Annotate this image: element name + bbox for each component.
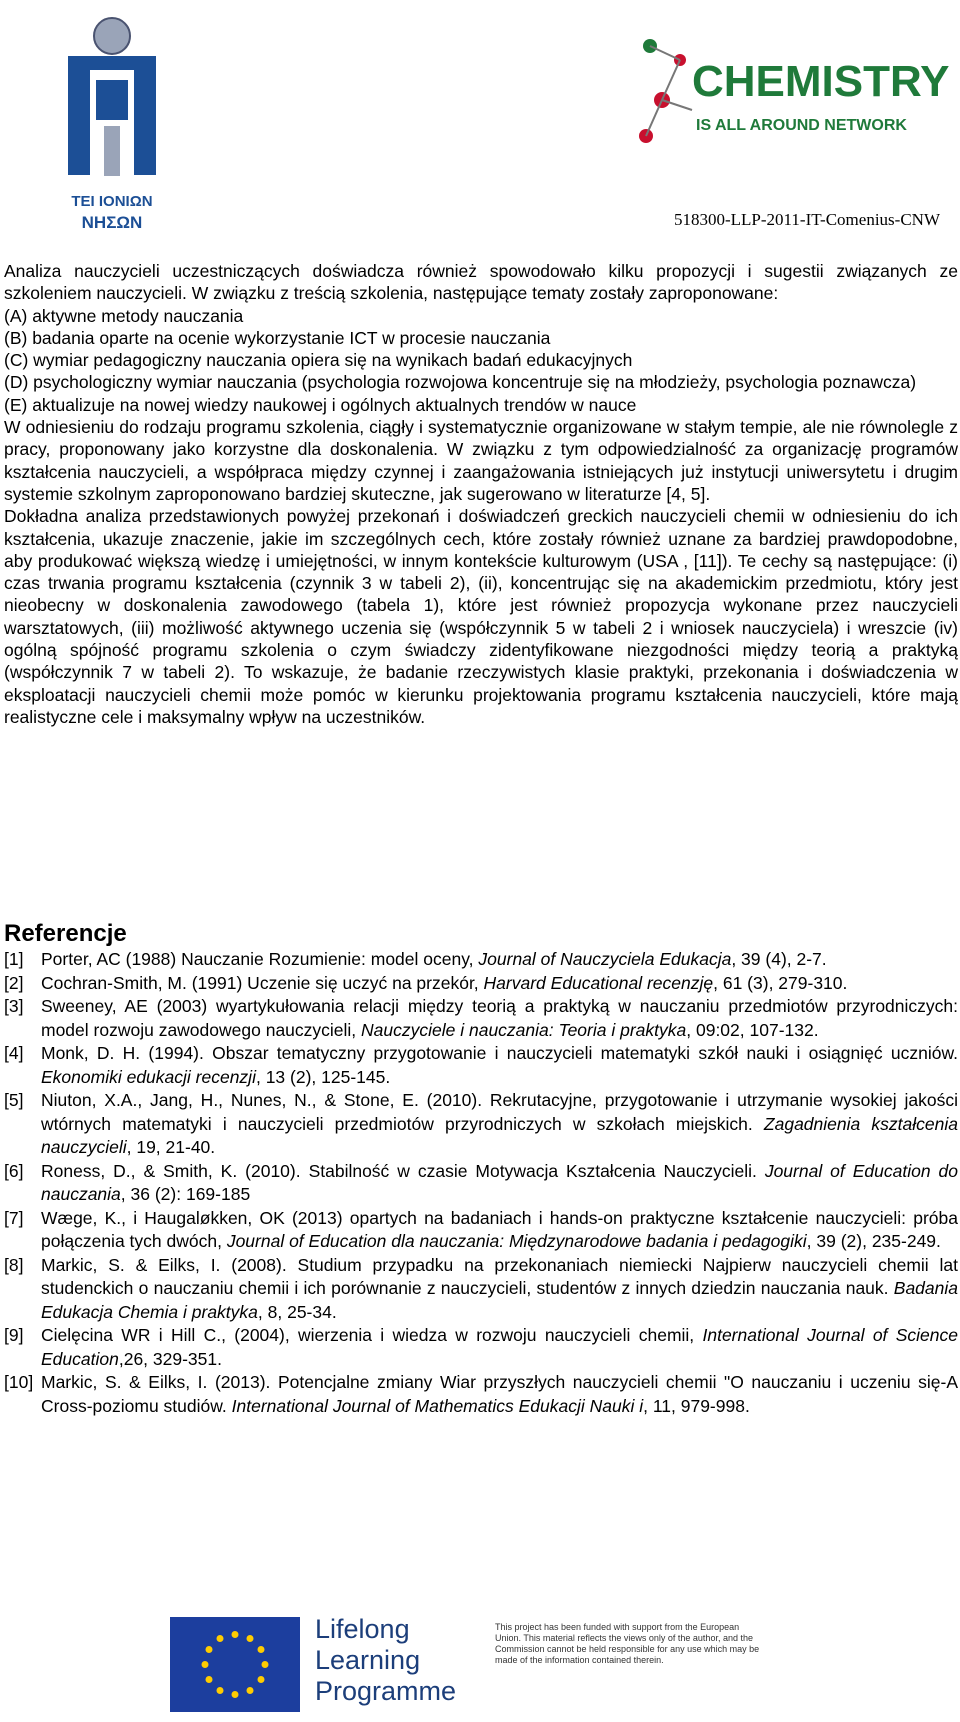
eu-star [247,1635,254,1642]
reference-text [41,1371,958,1418]
llp-line: Learning [315,1645,421,1675]
llp-line: Programme [315,1676,457,1706]
reference-number: [6] [4,1160,24,1181]
reference-number: [10] [4,1372,34,1392]
reference-authors: Cielęcina WR i Hill C., (2004), wierzenia i wiedza w rozwoju nauczycieli chemii, [41,1325,703,1345]
chemistry-logo-title: CHEMISTRY [692,57,950,106]
eu-star [232,1631,239,1638]
reference-journal: Badania Edukacja Chemia i praktyka [41,1278,958,1322]
reference-text [41,1254,958,1325]
reference-text [41,948,958,972]
reference-item [4,1042,958,1089]
reference-authors: Porter, AC (1988) Nauczanie Rozumienie: model oceny, [41,949,479,969]
reference-authors: Markic, S. & Eilks, I. (2008). Studium przypadku na przekonaniach niemiecki Najpierw nauczycieli chemii lat studenckich o nauczaniu chemii i ich porównanie z nauczycieli, studentów z innych dziedzin nauczania nauk. [41,1254,958,1298]
reference-details: , 09:02, 107-132. [686,1019,819,1040]
reference-number: [9] [4,1325,24,1345]
reference-authors: Wæge, K., i Haugaløkken, OK (2013) opartych na badaniach i hands-on praktyczne kształcenie nauczycieli: próba połączenia tych dwóch, [41,1207,958,1251]
chemistry-network-logo [640,38,950,158]
reference-number: [2] [4,972,24,993]
references-heading: Referencje [4,920,127,947]
eu-star [217,1687,224,1694]
eu-star [206,1676,213,1683]
paragraph: Dokładna analiza przedstawionych powyżej przekonań i doświadczeń greckich nauczycieli chemii w odniesieniu do ich kształcenia, ukazuje znaczenie, jakie im szczególnych cech, które zostały również uznane za bardziej prawdopodobne, aby produkować większą wiedzę i umiejętności, w innym kontekście kulturowym (USA , [11]). Te cechy są następujące: (i) czas trwania programu kształcenia (czynnik 3 w tabeli 2), (ii), koncentrując się na akademickim przedmiotu, który jest nieobecny w doskonalenia zawodowego (tabela 1), które jest również propozycja wykonane przez nauczycieli warsztatowych, (iii) możliwość aktywnego uczenia się (współczynnik 5 w tabeli 2 i wniosek nauczyciela) i wreszcie (iv) ogólną spójność programu szkolenia o czym świadczy zidentyfikowane niezgodności między teorią a praktyką (współczynnik 7 w tabeli 2). To wskazuje, że badanie rzeczywistych klasie praktyki, przekonania i doświadczenia w eksploatacji nauczycieli chemii może pomóc w kierunku projektowania programu kształcenia nauczycieli, które mają realistyczne cele i maksymalny wpływ na uczestników. [4,506,958,727]
chemistry-logo-subtitle: IS ALL AROUND NETWORK [696,117,907,134]
eu-star [232,1691,239,1698]
tei-logo-line1: TEI IONIΩN [71,193,153,210]
reference-journal: Journal of Education dla nauczania: Międzynarodowe badania i pedagogiki [226,1231,807,1251]
reference-item [4,1324,958,1371]
reference-details: , 13 (2), 125-145. [255,1066,391,1087]
topic-item: (E) aktualizuje na nowej wiedzy naukowej i ogólnych aktualnych trendów w nauce [4,394,637,415]
reference-journal: Ekonomiki edukacji recenzji [41,1066,256,1087]
reference-journal: International Journal of Mathematics Edukacji Nauki i [231,1395,644,1416]
reference-authors: Markic, S. & Eilks, I. (2013). Potencjalne zmiany Wiar przyszłych nauczycieli chemii "O nauczaniu i uczeniu się-A Cross-poziomu studiów. [41,1372,958,1416]
reference-item [4,1207,958,1254]
reference-authors: Roness, D., & Smith, K. (2010). Stabilność w czasie Motywacja Kształcenia Nauczycieli. [41,1160,765,1181]
reference-journal: Journal of Nauczyciela Edukacja [478,949,732,969]
reference-text [41,1042,958,1089]
reference-journal: Zagadnienia kształcenia nauczycieli [41,1113,958,1157]
reference-text [41,972,958,996]
reference-text [41,1207,958,1254]
eu-star [217,1635,224,1642]
reference-item [4,1254,958,1325]
reference-text [41,995,958,1042]
topic-item: (B) badania oparte na ocenie wykorzystanie ICT w procesie nauczania [4,327,551,348]
paragraph: W odniesieniu do rodzaju programu szkolenia, ciągły i systematycznie organizowane w stałym tempie, ale nie równolegle z pracy, proponowany jako korzystne dla doskonalenia. W związku z tym odpowiedzialność za organizację programów kształcenia nauczycieli, a współpraca między czynnej i zaangażowania istniejących już instytucji uniwersytetu i drugim systemie szkolnym zaproponowano bardziej skuteczne, jak sugerowano w literaturze [4, 5]. [4,417,958,504]
page-header [0,0,960,240]
reference-authors: Sweeney, AE (2003) wyartykułowania relacji między teorią a praktyką w nauczaniu przedmiotów przyrodniczych: model rozwoju zawodowego nauczycieli, [41,996,958,1040]
topic-item: (C) wymiar pedagogiczny nauczania opiera się na wynikach badań edukacyjnych [4,350,633,371]
reference-journal: International Journal of Science Education [41,1325,958,1369]
reference-details: , 39 (2), 235-249. [806,1231,941,1251]
reference-number: [5] [4,1090,24,1110]
reference-journal: Harvard Educational recenzję [483,972,714,993]
reference-item [4,1371,958,1418]
reference-item [4,972,958,996]
reference-details: ,26, 329-351. [118,1348,222,1369]
eu-star [258,1676,265,1683]
reference-details: , 8, 25-34. [257,1301,337,1322]
eu-star [262,1661,269,1668]
reference-number: [1] [4,949,24,969]
reference-item [4,995,958,1042]
reference-number: [7] [4,1207,24,1228]
reference-details: , 39 (4), 2-7. [731,949,827,969]
eu-flag-icon [170,1617,300,1712]
reference-details: , 19, 21-40. [126,1137,216,1157]
reference-authors: Cochran-Smith, M. (1991) Uczenie się uczyć na przekór, [41,972,484,993]
reference-number: [8] [4,1254,24,1275]
reference-details: , 11, 979-998. [643,1395,750,1416]
topic-item: (D) psychologiczny wymiar nauczania (psychologia rozwojowa koncentruje się na młodzieży, psychologia poznawcza) [4,372,917,393]
topic-item: (A) aktywne metody nauczania [4,305,244,326]
tei-ionian-islands-logo [62,8,164,248]
reference-item [4,948,958,972]
reference-journal: Journal of Education do nauczania [41,1160,958,1204]
body-text [4,260,958,728]
eu-star [202,1661,209,1668]
eu-star [206,1646,213,1653]
lifelong-learning-programme-logo [315,1614,456,1707]
project-code: 518300-LLP-2011-IT-Comenius-CNW [674,210,940,229]
reference-number: [3] [4,996,24,1016]
eu-disclaimer: This project has been funded with support from the European Union. This material reflects the views only of the author, and the Commission cannot be held responsible for any use which may be made of the information contained therein. [495,1622,760,1665]
page-footer [170,1612,770,1717]
reference-details: , 36 (2): 169-185 [120,1184,251,1204]
reference-item [4,1089,958,1160]
reference-details: , 61 (3), 279-310. [713,972,848,993]
eu-star [247,1687,254,1694]
llp-line: Lifelong [315,1614,410,1644]
reference-authors: Niuton, X.A., Jang, H., Nunes, N., & Stone, E. (2010). Rekrutacyjne, przygotowanie i utrzymanie wysokiej jakości wtórnych matematyki i nauczycieli przedmiotów przyrodniczych w szkołach miejskich. [41,1090,958,1134]
reference-text [41,1089,958,1160]
reference-text [41,1160,958,1207]
eu-star [258,1646,265,1653]
reference-text [41,1324,958,1371]
reference-journal: Nauczyciele i nauczania: Teoria i praktyka [361,1019,687,1040]
reference-authors: Monk, D. H. (1994). Obszar tematyczny przygotowanie i nauczycieli matematyki szkół nauki i osiągnięć uczniów. [41,1043,958,1063]
paragraph: Analiza nauczycieli uczestniczących doświadcza również spowodowało kilku propozycji i sugestii związanych ze szkoleniem nauczycieli. W związku z treścią szkolenia, następujące tematy zostały zaproponowane: [4,261,958,304]
reference-number: [4] [4,1043,24,1063]
references-list [4,948,958,1418]
tei-logo-line2: NHΣΩN [81,213,143,232]
reference-item [4,1160,958,1207]
